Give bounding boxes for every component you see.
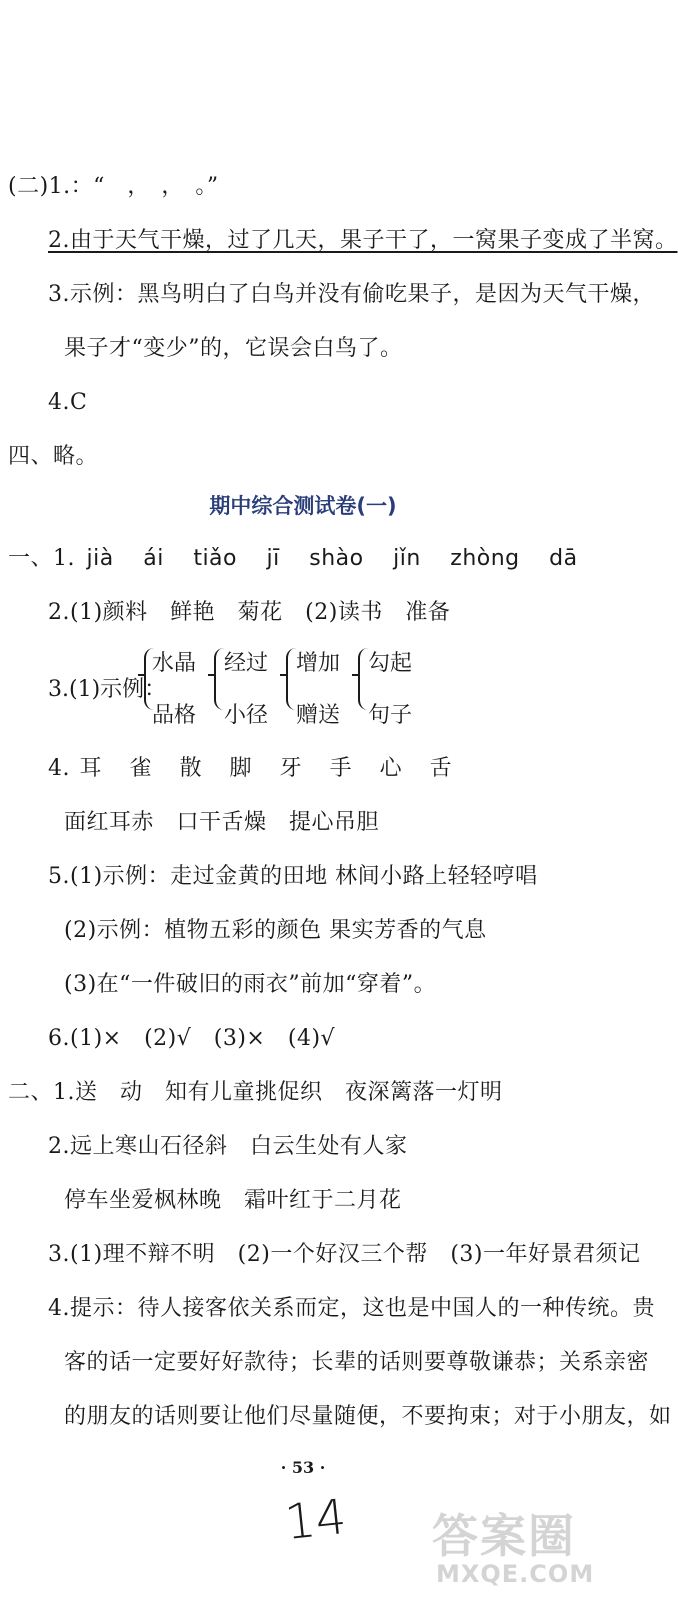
brace-group [48,648,588,728]
pinyin-word: jǐn [393,546,421,571]
watermark-url: MXQE.COM [436,1560,595,1588]
answer-line: (二)1.：“ ， ， 。” [8,174,219,199]
answer-line: 2.由于天气干燥，过了几天，果子干了，一窝果子变成了半窝。 [48,228,678,253]
answer-char: 心 [379,756,403,781]
answer-line: 5.(1)示例：走过金黄的田地 林间小路上轻轻哼唱 [48,864,538,889]
brace-word: 增加 [296,651,341,676]
answer-line: 3.(1)理不辩不明 (2)一个好汉三个帮 (3)一年好景君须记 [48,1242,641,1267]
answer-char: 牙 [279,756,303,781]
handwritten-number: 14 [282,1488,349,1552]
pinyin-word: jī [266,546,280,571]
brace-word: 品格 [152,703,197,728]
answer-line: 3.示例：黑鸟明白了白鸟并没有偷吃果子，是因为天气干燥， [48,282,655,307]
line-prefix: 3.(1)示例： [48,677,167,702]
line-prefix: 一、1. [8,546,75,571]
answer-line [48,754,472,784]
answer-line: (2)示例：植物五彩的颜色 果实芳香的气息 [64,918,487,943]
pinyin-word: zhòng [450,546,520,571]
pinyin-word: ái [143,546,164,571]
pinyin-word: shào [309,546,364,571]
brace-word: 句子 [368,703,413,728]
answer-line: 二、1.送 动 知有儿童挑促织 夜深篱落一灯明 [8,1080,503,1105]
answer-line: 2.远上寒山石径斜 白云生处有人家 [48,1134,408,1159]
answer-line: 4.C [48,390,88,415]
brace-word: 水晶 [152,651,197,676]
brace-word: 经过 [224,651,269,676]
answer-line: 客的话一定要好好款待；长辈的话则要尊敬谦恭；关系亲密 [64,1350,650,1375]
answer-line: 面红耳赤 口干舌燥 提心吊胆 [64,810,380,835]
answer-line: (3)在“一件破旧的雨衣”前加“穿着”。 [64,972,437,997]
answer-line: 果子才“变少”的，它误会白鸟了。 [64,336,403,361]
answer-line: 的朋友的话则要让他们尽量随便，不要拘束；对于小朋友，如 [64,1404,672,1429]
watermark-logo [432,1500,600,1596]
pinyin-word: tiǎo [193,546,237,571]
answer-line: 四、略。 [8,444,99,469]
answer-char: 舌 [429,756,453,781]
page-number: · 53 · [280,1458,326,1477]
brace-word: 小径 [224,703,269,728]
answer-char: 耳 [79,756,103,781]
answer-line: 停车坐爱枫林晚 霜叶红于二月花 [64,1188,402,1213]
brace-word: 勾起 [368,651,413,676]
pinyin-line [8,544,600,574]
pinyin-word: dā [549,546,578,571]
answer-line: 2.(1)颜料 鲜艳 菊花 (2)读书 准备 [48,600,451,625]
answer-line: 6.(1)× (2)√ (3)× (4)√ [48,1026,336,1051]
section-title: 期中综合测试卷(一) [209,494,397,518]
watermark-text: 答案圈 [432,1509,576,1563]
line-prefix: 4. [48,756,70,781]
answer-char: 手 [329,756,353,781]
pinyin-word: jià [86,546,114,571]
answer-char: 雀 [129,756,153,781]
answer-line: 4.提示：待人接客依关系而定，这也是中国人的一种传统。贵 [48,1296,655,1321]
answer-char: 散 [179,756,203,781]
answer-char: 脚 [229,756,253,781]
brace-word: 赠送 [296,703,341,728]
